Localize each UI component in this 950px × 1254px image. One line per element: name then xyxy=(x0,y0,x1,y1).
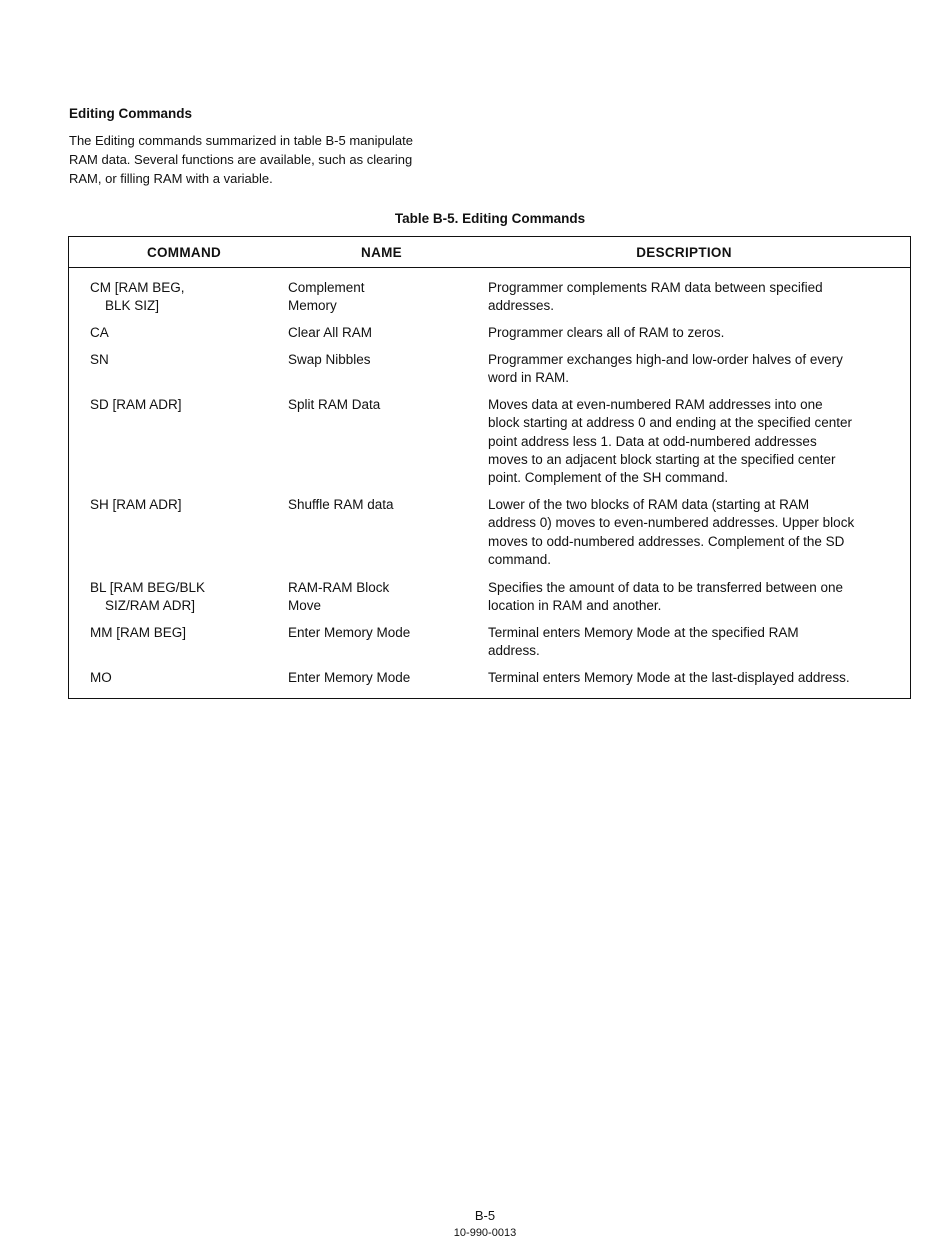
name-text: Move xyxy=(288,598,322,614)
description-text: word in RAM. xyxy=(488,370,570,386)
command-text: BLK SIZ] xyxy=(105,298,160,314)
description-text: Programmer complements RAM data between specified xyxy=(488,280,823,295)
description-text: address 0) moves to even-numbered addresses. Upper block xyxy=(488,515,855,531)
name-cell xyxy=(288,279,365,316)
description-text: moves to an adjacent block starting at the specified center xyxy=(488,451,836,467)
description-text: Moves data at even-numbered RAM addresses into one xyxy=(488,397,823,412)
description-text: addresses. xyxy=(488,298,555,314)
section-heading: Editing Commands xyxy=(69,106,193,121)
header-name: NAME xyxy=(361,245,402,260)
name-cell xyxy=(288,396,380,414)
description-cell xyxy=(488,324,724,342)
description-text: Lower of the two blocks of RAM data (starting at RAM xyxy=(488,497,810,512)
intro-line: The Editing commands summarized in table B-5 manipulate xyxy=(69,133,413,148)
document-number: 10-990-0013 xyxy=(453,1227,517,1239)
name-text: RAM-RAM Block xyxy=(288,580,390,595)
description-text: location in RAM and another. xyxy=(488,598,662,614)
name-cell xyxy=(288,624,410,642)
name-cell xyxy=(288,579,389,616)
command-text: CM [RAM BEG, xyxy=(90,280,185,295)
description-text: Specifies the amount of data to be transferred between one xyxy=(488,580,843,595)
command-cell xyxy=(90,324,109,342)
command-cell xyxy=(90,579,205,616)
name-text: Clear All RAM xyxy=(288,325,373,340)
header-description: DESCRIPTION xyxy=(636,245,732,260)
description-cell xyxy=(488,351,843,388)
command-cell xyxy=(90,351,109,369)
description-cell xyxy=(488,624,799,661)
description-text: address. xyxy=(488,643,540,659)
description-text: moves to odd-numbered addresses. Complement of the SD xyxy=(488,533,845,549)
command-cell xyxy=(90,279,185,316)
command-cell xyxy=(90,396,182,414)
name-cell xyxy=(288,669,410,687)
description-text: Terminal enters Memory Mode at the specified RAM xyxy=(488,625,799,640)
command-text: SN xyxy=(90,352,109,367)
command-cell xyxy=(90,496,182,514)
command-cell xyxy=(90,669,112,687)
intro-paragraph xyxy=(69,131,489,188)
command-text: SH [RAM ADR] xyxy=(90,497,182,512)
table-caption: Table B-5. Editing Commands xyxy=(394,211,586,226)
description-text: Terminal enters Memory Mode at the last-displayed address. xyxy=(488,670,850,685)
name-cell xyxy=(288,351,371,369)
name-cell xyxy=(288,324,372,342)
name-cell xyxy=(288,496,394,514)
name-text: Swap Nibbles xyxy=(288,352,371,367)
command-text: SIZ/RAM ADR] xyxy=(105,598,196,614)
command-text: BL [RAM BEG/BLK xyxy=(90,580,206,595)
name-text: Complement xyxy=(288,280,365,295)
intro-line: RAM, or filling RAM with a variable. xyxy=(69,171,273,186)
name-text: Enter Memory Mode xyxy=(288,670,411,685)
page-number: B-5 xyxy=(474,1208,496,1223)
description-cell xyxy=(488,669,850,687)
description-text: point. Complement of the SH command. xyxy=(488,470,729,486)
command-text: CA xyxy=(90,325,109,340)
description-text: Programmer exchanges high-and low-order halves of every xyxy=(488,352,843,367)
description-cell xyxy=(488,579,843,616)
description-text: Programmer clears all of RAM to zeros. xyxy=(488,325,725,340)
command-text: MO xyxy=(90,670,112,685)
table-header-row xyxy=(69,237,910,268)
name-text: Shuffle RAM data xyxy=(288,497,394,512)
intro-line: RAM data. Several functions are available, such as clearing xyxy=(69,152,413,167)
command-cell xyxy=(90,624,186,642)
name-text: Memory xyxy=(288,298,337,314)
description-cell xyxy=(488,279,823,316)
command-text: SD [RAM ADR] xyxy=(90,397,182,412)
header-command: COMMAND xyxy=(146,245,222,260)
description-text: block starting at address 0 and ending at the specified center xyxy=(488,415,852,431)
command-text: MM [RAM BEG] xyxy=(90,625,187,640)
description-cell xyxy=(488,496,854,569)
name-text: Split RAM Data xyxy=(288,397,381,412)
editing-commands-table xyxy=(68,236,911,699)
description-cell xyxy=(488,396,852,487)
description-text: point address less 1. Data at odd-numbered addresses xyxy=(488,433,817,449)
description-text: command. xyxy=(488,551,552,567)
name-text: Enter Memory Mode xyxy=(288,625,411,640)
